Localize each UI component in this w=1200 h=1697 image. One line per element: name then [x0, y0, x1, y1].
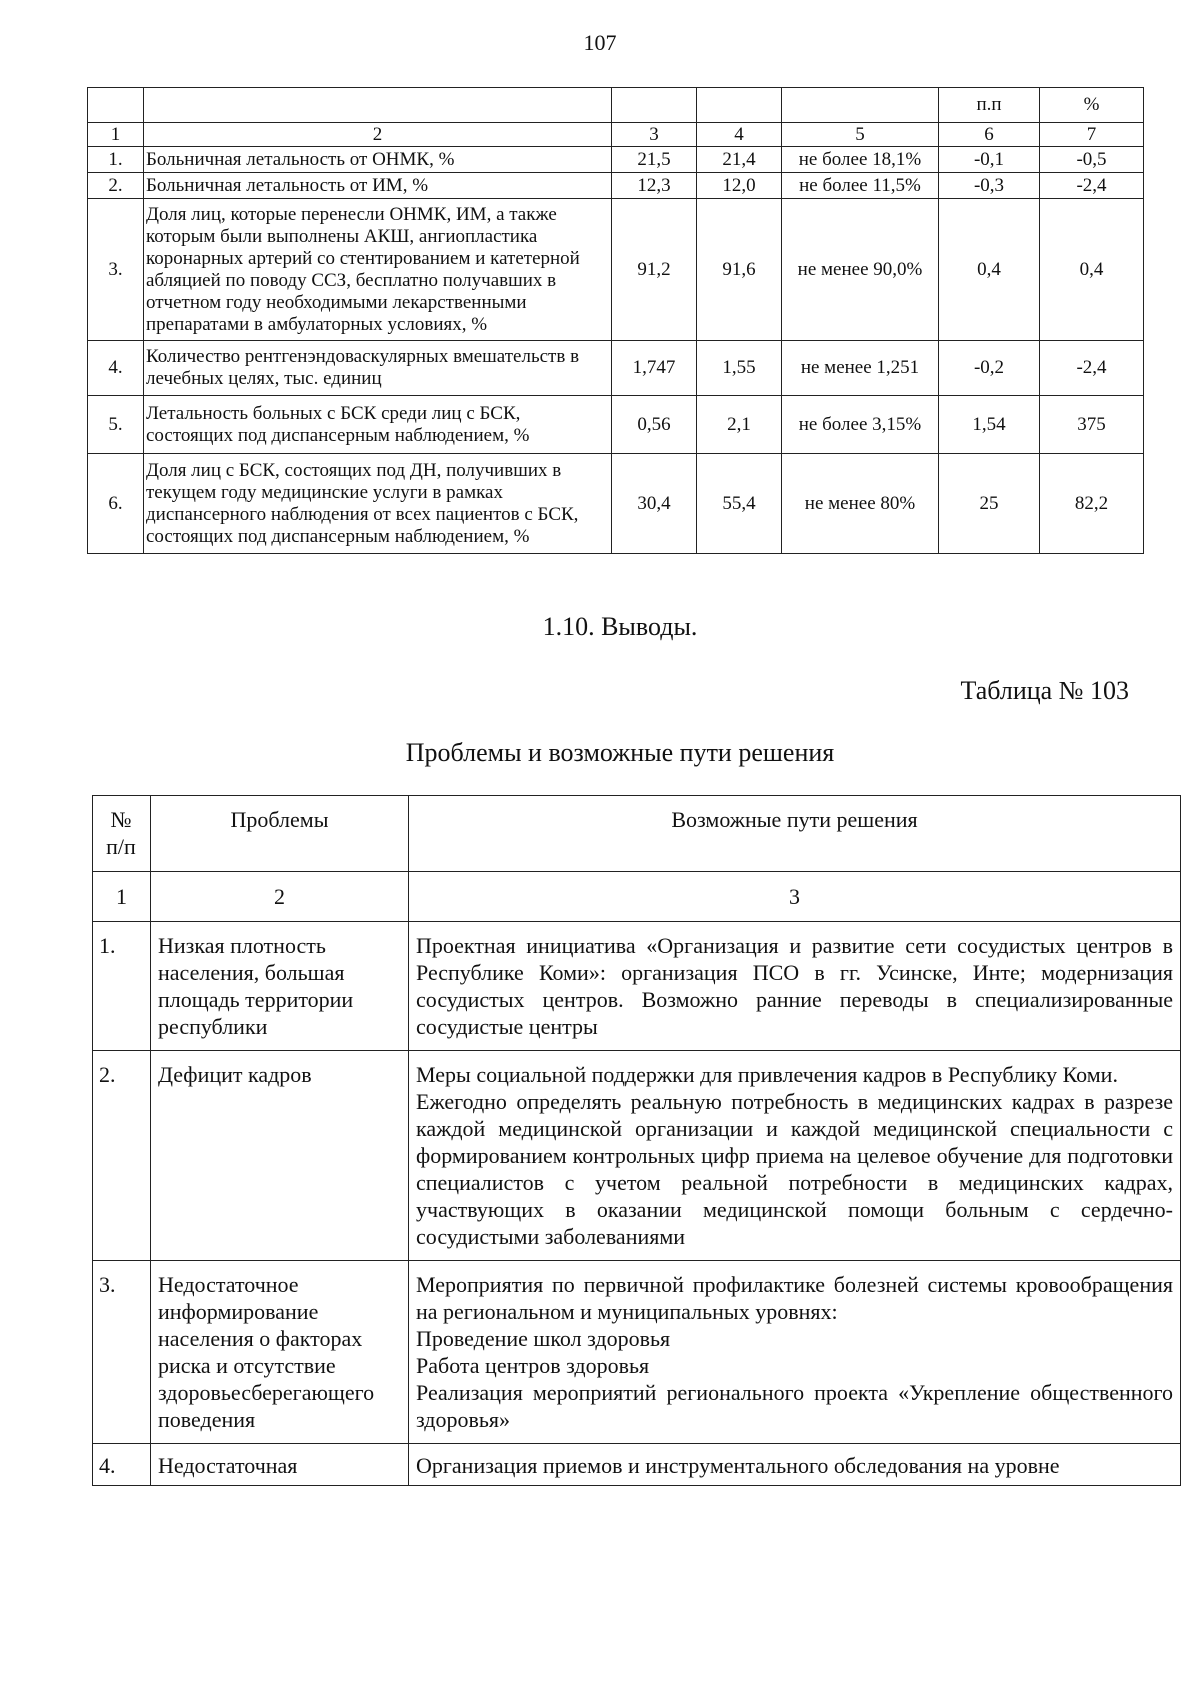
change-pp-cell: -0,2: [939, 341, 1040, 396]
value-cell: 12,0: [697, 173, 782, 199]
solution-cell: [409, 922, 1181, 1051]
value-cell: 30,4: [612, 454, 697, 554]
header-number: [93, 796, 151, 872]
table-row: [93, 1051, 1181, 1261]
header-number-line2: п/п: [106, 834, 136, 859]
value-cell: 91,2: [612, 199, 697, 341]
row-number: 4.: [93, 1444, 151, 1486]
change-percent-cell: 82,2: [1040, 454, 1144, 554]
table-row: [93, 1261, 1181, 1444]
table1-units-row: [88, 88, 1144, 123]
row-number: 2.: [88, 173, 144, 199]
table-label: Таблица № 103: [960, 676, 1129, 705]
table1-column-number: 2: [144, 123, 612, 147]
page-number: 107: [583, 30, 617, 55]
target-cell: не более 18,1%: [782, 147, 939, 173]
indicator-name: Больничная летальность от ИМ, %: [144, 173, 612, 199]
table1-column-number: 1: [88, 123, 144, 147]
change-percent-cell: 375: [1040, 396, 1144, 454]
table-row: [88, 199, 1144, 341]
value-cell: 21,5: [612, 147, 697, 173]
indicator-name: Доля лиц с БСК, состоящих под ДН, получивших в текущем году медицинские услуги в рамках диспансерного наблюдения от всех пациентов с БСК, состоящих под диспансерным наблюдением, %: [144, 454, 612, 554]
value-cell: 55,4: [697, 454, 782, 554]
change-pp-cell: 0,4: [939, 199, 1040, 341]
table2-column-number: 2: [151, 872, 409, 922]
header-problems: Проблемы: [151, 796, 409, 872]
change-pp-cell: 25: [939, 454, 1040, 554]
change-percent-cell: 0,4: [1040, 199, 1144, 341]
target-cell: не более 11,5%: [782, 173, 939, 199]
table1-column-number: 4: [697, 123, 782, 147]
table1-header-cell: [782, 88, 939, 123]
row-number: 1.: [93, 922, 151, 1051]
table-title: Проблемы и возможные пути решения: [405, 738, 835, 767]
change-pp-cell: 1,54: [939, 396, 1040, 454]
change-pp-cell: -0,1: [939, 147, 1040, 173]
row-number: 3.: [93, 1261, 151, 1444]
solution-paragraph: Мероприятия по первичной профилактике болезней системы кровообращения на региональном и муниципальных уровнях:: [416, 1272, 1173, 1324]
table1-column-number: 7: [1040, 123, 1144, 147]
section-title: 1.10. Выводы.: [542, 612, 698, 641]
value-cell: 21,4: [697, 147, 782, 173]
value-cell: 0,56: [612, 396, 697, 454]
value-cell: 1,55: [697, 341, 782, 396]
solution-cell: [409, 1261, 1181, 1444]
problem-cell: Недостаточная: [151, 1444, 409, 1486]
problems-table: [92, 795, 1181, 1486]
table1-header-cell: п.п: [939, 88, 1040, 123]
value-cell: 2,1: [697, 396, 782, 454]
table2-column-numbers-row: [93, 872, 1181, 922]
row-number: 5.: [88, 396, 144, 454]
solution-paragraph: Реализация мероприятий регионального проекта «Укрепление общественного здоровья»: [416, 1380, 1173, 1432]
target-cell: не более 3,15%: [782, 396, 939, 454]
solution-cell: [409, 1444, 1181, 1486]
indicator-name: Доля лиц, которые перенесли ОНМК, ИМ, а также которым были выполнены АКШ, ангиопластика коронарных артерий со стентированием и катетерной абляцией по поводу ССЗ, бесплатно получавших в отчетном году необходимыми лекарственными препаратами в амбулаторных условиях, %: [144, 199, 612, 341]
value-cell: 1,747: [612, 341, 697, 396]
table-row: [88, 454, 1144, 554]
solution-paragraph: Меры социальной поддержки для привлечения кадров в Республику Коми.: [416, 1062, 1118, 1087]
solution-paragraph: Ежегодно определять реальную потребность в медицинских кадрах в разрезе каждой медицинской организации и каждой медицинской специальности с формированием контрольных цифр приема на целевое обучение для подготовки специалистов с учетом реальной потребности в медицинских кадрах, участвующих в оказании медицинской помощи больным с сердечно-сосудистыми заболеваниями: [416, 1089, 1173, 1249]
header-solutions: Возможные пути решения: [409, 796, 1181, 872]
table1-column-number: 6: [939, 123, 1040, 147]
table1-header-cell: [697, 88, 782, 123]
change-percent-cell: -2,4: [1040, 341, 1144, 396]
value-cell: 12,3: [612, 173, 697, 199]
change-pp-cell: -0,3: [939, 173, 1040, 199]
problem-cell: Низкая плотность населения, большая площадь территории республики: [151, 922, 409, 1051]
table-row: [93, 1444, 1181, 1486]
table1-column-numbers-row: [88, 123, 1144, 147]
header-number-line1: №: [110, 807, 132, 832]
problem-cell: Дефицит кадров: [151, 1051, 409, 1261]
solution-cell: [409, 1051, 1181, 1261]
table-row: [88, 147, 1144, 173]
table1-column-number: 3: [612, 123, 697, 147]
value-cell: 91,6: [697, 199, 782, 341]
indicator-name: Количество рентгенэндоваскулярных вмешательств в лечебных целях, тыс. единиц: [144, 341, 612, 396]
row-number: 4.: [88, 341, 144, 396]
target-cell: не менее 80%: [782, 454, 939, 554]
table-row: [88, 341, 1144, 396]
table1-header-cell: %: [1040, 88, 1144, 123]
table1-header-cell: [612, 88, 697, 123]
solution-paragraph: Проектная инициатива «Организация и развитие сети сосудистых центров в Республике Коми»: организация ПСО в гг. Усинске, Инте; модернизация сосудистых центров. Возможно ранние переводы в специализированные сосудистые центры: [416, 933, 1173, 1039]
indicators-table: [87, 87, 1144, 554]
problem-cell: Недостаточное информирование населения о факторах риска и отсутствие здоровьесберегающего поведения: [151, 1261, 409, 1444]
change-percent-cell: -2,4: [1040, 173, 1144, 199]
table2-column-number: 3: [409, 872, 1181, 922]
change-percent-cell: -0,5: [1040, 147, 1144, 173]
solution-paragraph: Организация приемов и инструментального обследования на уровне: [416, 1453, 1060, 1478]
table1-column-number: 5: [782, 123, 939, 147]
row-number: 6.: [88, 454, 144, 554]
target-cell: не менее 1,251: [782, 341, 939, 396]
row-number: 1.: [88, 147, 144, 173]
target-cell: не менее 90,0%: [782, 199, 939, 341]
indicator-name: Летальность больных с БСК среди лиц с БСК, состоящих под диспансерным наблюдением, %: [144, 396, 612, 454]
table-row: [93, 922, 1181, 1051]
table1-header-cell: [88, 88, 144, 123]
table2-header-row: [93, 796, 1181, 872]
table-row: [88, 396, 1144, 454]
row-number: 2.: [93, 1051, 151, 1261]
table-row: [88, 173, 1144, 199]
solution-paragraph: Работа центров здоровья: [416, 1353, 650, 1378]
solution-paragraph: Проведение школ здоровья: [416, 1326, 671, 1351]
table1-header-cell: [144, 88, 612, 123]
row-number: 3.: [88, 199, 144, 341]
table2-column-number: 1: [93, 872, 151, 922]
indicator-name: Больничная летальность от ОНМК, %: [144, 147, 612, 173]
